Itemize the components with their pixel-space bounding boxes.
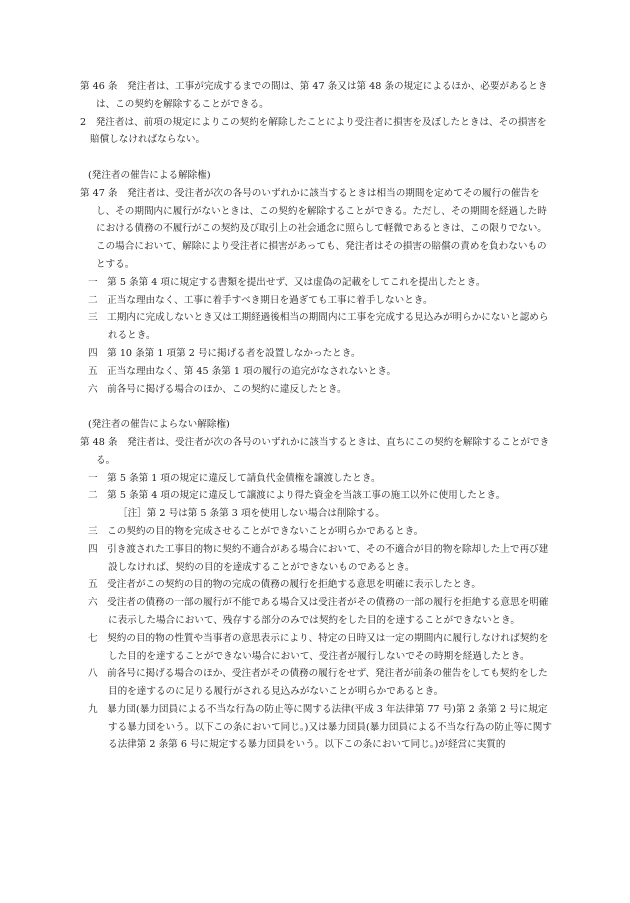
article-48-item-2: 二 第 5 条第 4 項の規定に違反して譲渡により得た資金を当該工事の施工以外に使用したとき。 [88,490,506,502]
article-46-paragraph-1: 第 46 条 発注者は、工事が完成するまでの間は、第 47 条又は第 48 条の規定によるほか、必要があるときは、この契約を解除することができる。 [80,81,548,110]
article-48-item-4: 四 引き渡された工事目的物に契約不適合がある場合において、その不適合が目的物を除却した上で再び建設しなければ、契約の目的を達成することができないものであるとき。 [88,543,549,573]
article-48-item-9: 九 暴力団(暴力団員による不当な行為の防止等に関する法律(平成 3 年法律第 77 号)第 2 条第 2 号に規定する暴力団をいう。以下この条において同じ。)又は暴力団員(暴力団員による不当な行為の防止等に関する法律第 2 条第 6 号に規定する暴力団員をいう。以下この条において同じ。)が経営に実質的 [88,703,552,751]
article-48-item-5: 五 受注者がこの契約の目的物の完成の債務の履行を拒絶する意思を明確に表示したとき。 [88,579,481,591]
contract-text [80,78,552,754]
article-46-paragraph-2: 2 発注者は、前項の規定によりこの契約を解除したことにより受注者に損害を及ぼしたときは、その損害を賠償しなければならない。 [80,116,547,146]
article-47-item-4: 四 第 10 条第 1 項第 2 号に掲げる者を設置しなかったとき。 [88,347,361,359]
article-48-item-7: 七 契約の目的物の性質や当事者の意思表示により、特定の日時又は一定の期間内に履行しなければ契約をした目的を達することができない場合において、受注者が履行しないでその時期を経過したとき。 [88,632,549,662]
section-gap [80,149,552,167]
article-47-item-5: 五 正当な理由なく、第 45 条第 1 項の履行の追完がなされないとき。 [88,365,397,377]
article-48-item-6: 六 受注者の債務の一部の履行が不能である場合又は受注者がその債務の一部の履行を拒絶する意思を明確に表示した場合において、残存する部分のみでは契約をした目的を達することができないとき。 [88,597,549,626]
article-47-item-6: 六 前各号に掲げる場合のほか、この契約に違反したとき。 [88,383,347,395]
section-gap [80,398,552,416]
article-47-heading: (発注者の催告による解除権) [88,169,211,181]
article-48-note: ［注］第 2 号は第 5 条第 3 項を使用しない場合は削除する。 [118,508,385,520]
article-48-item-3: 三 この契約の目的物を完成させることができないことが明らかであるとき。 [88,525,424,537]
article-47-item-1: 一 第 5 条第 4 項に規定する書類を提出せず、又は虚偽の記載をしてこれを提出したとき。 [88,276,486,288]
article-47-paragraph-1: 第 47 条 発注者は、受注者が次の各号のいずれかに該当するときは相当の期間を定めてその履行の催告をし、その期間内に履行がないときは、この契約を解除することができる。ただし、その期間を経過した時における債務の不履行がこの契約及び取引上の社会通念に照らして軽微であるときは、この限りでない。この場合において、解除により受注者に損害があっても、発注者はその損害の賠償の責めを負わないものとする。 [80,187,547,270]
article-48-item-1: 一 第 5 条第 1 項の規定に違反して請負代金債権を譲渡したとき。 [88,472,381,484]
article-47-item-3: 三 工期内に完成しないとき又は工期経過後相当の期間内に工事を完成する見込みが明らかにないと認められるとき。 [88,312,549,342]
article-48-paragraph-1: 第 48 条 発注者は、受注者が次の各号のいずれかに該当するときは、直ちにこの契約を解除することができる。 [80,436,550,466]
article-48-item-8: 八 前各号に掲げる場合のほか、受注者がその債務の履行をせず、発注者が前条の催告をしても契約をした目的を達するのに足りる履行がされる見込みがないことが明らかであるとき。 [88,668,548,698]
article-48-heading: (発注者の催告によらない解除権) [88,419,230,431]
article-47-item-2: 二 正当な理由なく、工事に着手すべき期日を過ぎても工事に着手しないとき。 [88,294,433,306]
